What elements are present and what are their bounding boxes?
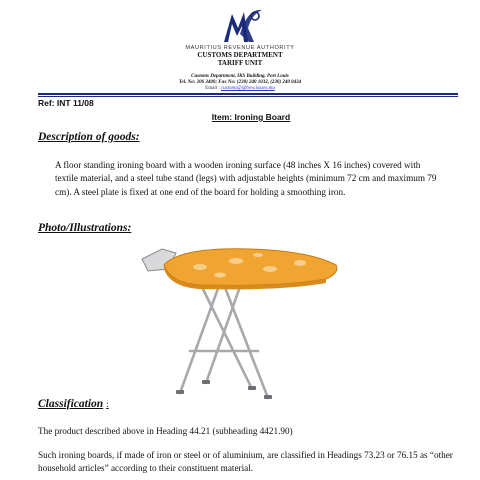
item-title: Item: Ironing Board: [211, 112, 291, 122]
photo-heading: Photo/Illustrations:: [38, 222, 132, 234]
email-link[interactable]: customs@@bow.iasses.mu: [221, 86, 275, 91]
mra-logo-icon: [218, 4, 266, 44]
description-text: A floor standing ironing board with a wooden ironing surface (48 inches X 16 inches) covered with textile material, and a steel tube stand (legs) with adjustable heights (minimum 72 cm and maximum 79 cm). A steel plate is fixed at one end of the board for holding a smoothing iron.: [55, 160, 437, 197]
ironing-board-photo: [140, 243, 350, 403]
item-title-wrapper: [0, 112, 480, 122]
email-label: Email :: [205, 86, 220, 91]
classification-heading-text: Classification: [38, 398, 104, 410]
description-heading: Description of goods:: [38, 131, 140, 143]
classification-paragraph-2: Such ironing boards, if made of iron or steel or of aluminium, are classified in Headings 73.23 or 76.15 as “other household articles” according to their constituent material.: [38, 450, 453, 474]
phone-line: Tel. No: 206 3400; Fax No: (230) 240 1032, (230) 240 0434: [178, 80, 302, 85]
department-name: CUSTOMS DEPARTMENT: [197, 51, 283, 59]
classification-heading: [38, 398, 109, 410]
unit-name: TARIFF UNIT: [217, 59, 263, 67]
classification-colon: :: [106, 399, 109, 409]
header-rule-thick: [38, 93, 458, 95]
email-line: [0, 86, 480, 91]
classification-paragraph-1: The product described above in Heading 44.21 (subheading 4421.90): [38, 426, 293, 436]
header-rule-thin: [38, 96, 458, 97]
address-line: Customs Department, IKS Building, Port Louis: [191, 74, 289, 79]
org-name: MAURITIUS REVENUE AUTHORITY: [185, 45, 295, 51]
reference-number: Ref: INT 11/08: [38, 98, 94, 108]
